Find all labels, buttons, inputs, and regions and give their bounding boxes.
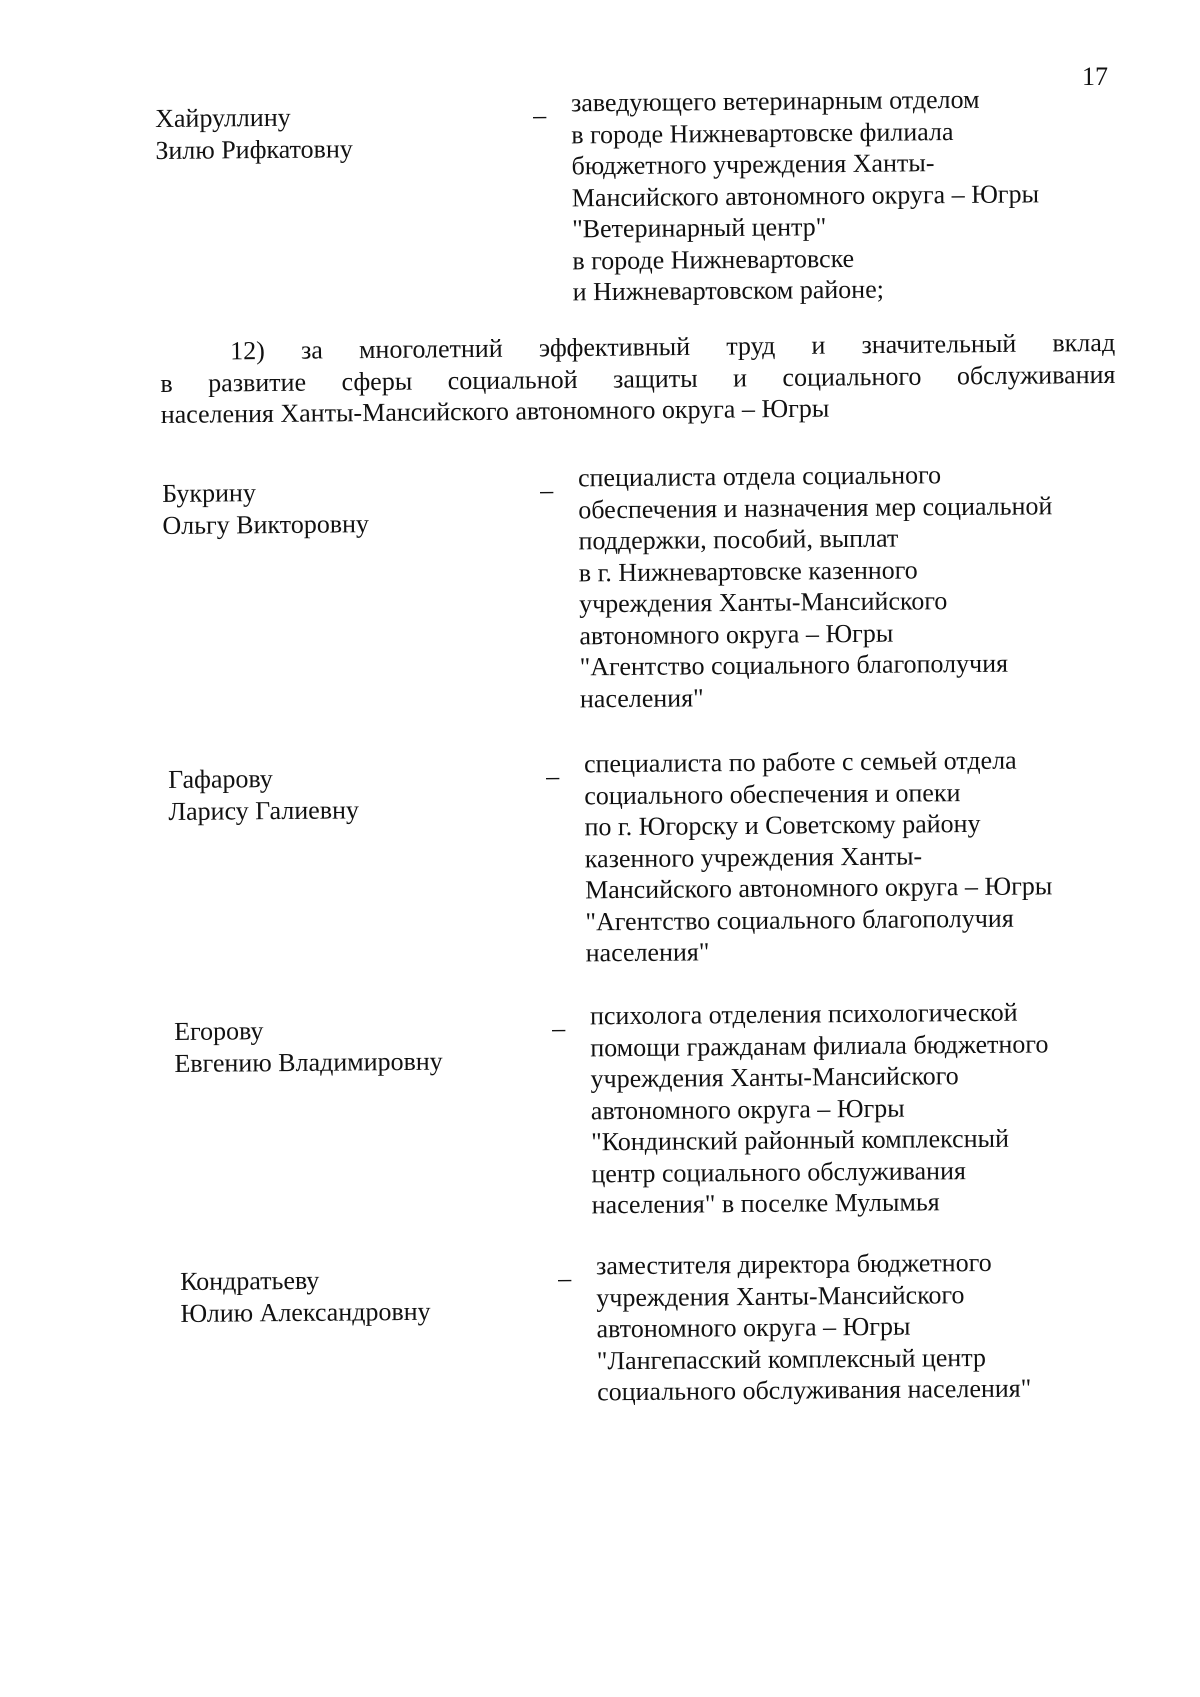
description-line: заместителя директора бюджетного: [595, 1247, 992, 1281]
position-description: [571, 82, 1133, 307]
position-description: [596, 1245, 1157, 1407]
description-line: бюджетного учреждения Ханты-: [571, 148, 935, 181]
description-line: "Ветеринарный центр": [571, 212, 827, 244]
person-given-name: Евгению Владимировну: [174, 1046, 443, 1078]
description-line: Мансийского автономного округа – Югры: [584, 871, 1053, 905]
paragraph-line: населения Ханты-Мансийского автономного округа – Югры: [160, 393, 830, 429]
description-line: социального обеспечения и опеки: [584, 777, 961, 810]
dash-separator: –: [532, 100, 547, 130]
description-line: помощи гражданам филиала бюджетного: [590, 1028, 1049, 1062]
dash-separator: –: [551, 1013, 566, 1043]
description-line: психолога отделения психологической: [589, 997, 1018, 1031]
description-line: и Нижневартовском районе;: [572, 274, 885, 307]
person-given-name: Ольгу Викторовну: [162, 508, 370, 540]
paragraph-line: в развитие сферы социальной защиты и социального обслуживания: [160, 359, 1116, 398]
person-name: [162, 475, 493, 541]
person-surname: Кондратьеву: [180, 1265, 320, 1296]
person-given-name: Зилю Рифкатовну: [155, 133, 353, 165]
person-name: [174, 1013, 505, 1079]
person-given-name: Ларису Галиевну: [168, 794, 360, 826]
description-line: "Агентство социального благополучия: [585, 903, 1014, 936]
person-name: [180, 1263, 511, 1329]
description-line: населения": [579, 682, 704, 713]
person-surname: Егорову: [174, 1016, 264, 1046]
paragraph-line: 12) за многолетний эффективный труд и значительный вклад: [230, 327, 1116, 366]
description-line: учреждения Ханты-Мансийского: [578, 586, 948, 619]
person-surname: Букрину: [162, 478, 257, 508]
description-line: заведующего ветеринарным отделом: [570, 84, 980, 118]
dash-separator: –: [545, 761, 560, 791]
description-line: в городе Нижневартовске филиала: [571, 116, 954, 149]
person-surname: Хайруллину: [155, 102, 291, 133]
section-paragraph: [160, 327, 1116, 431]
description-line: Мансийского автономного округа – Югры: [571, 178, 1040, 212]
dash-separator: –: [557, 1263, 572, 1293]
page-number: 17: [1082, 62, 1108, 91]
person-name: [168, 761, 499, 827]
description-line: казенного учреждения Ханты-: [584, 840, 923, 873]
description-line: "Кондинский районный комплексный: [590, 1123, 1010, 1157]
description-line: специалиста отдела социального: [577, 460, 942, 493]
description-line: центр социального обслуживания: [591, 1155, 967, 1188]
description-line: "Лангепасский комплексный центр: [596, 1342, 987, 1375]
description-line: населения": [585, 937, 710, 968]
position-description: [584, 743, 1146, 968]
description-line: в г. Нижневартовске казенного: [578, 554, 918, 587]
description-line: в городе Нижневартовске: [572, 243, 855, 275]
description-line: социального обслуживания населения": [596, 1373, 1032, 1407]
person-surname: Гафарову: [168, 764, 273, 794]
position-description: [590, 995, 1152, 1220]
description-line: учреждения Ханты-Мансийского: [590, 1061, 959, 1094]
description-line: автономного округа – Югры: [590, 1093, 905, 1125]
person-name: [155, 100, 486, 166]
person-given-name: Юлию Александровну: [180, 1296, 431, 1328]
description-line: по г. Югорску и Советскому району: [584, 808, 981, 842]
description-line: учреждения Ханты-Мансийского: [596, 1279, 965, 1312]
description-line: поддержки, пособий, выплат: [578, 523, 899, 556]
description-line: обеспечения и назначения мер социальной: [578, 490, 1053, 524]
dash-separator: –: [539, 475, 554, 505]
description-line: населения" в поселке Мулымья: [591, 1187, 940, 1220]
description-line: автономного округа – Югры: [596, 1311, 911, 1344]
description-line: автономного округа – Югры: [579, 618, 894, 650]
position-description: [578, 457, 1140, 714]
description-line: специалиста по работе с семьей отдела: [583, 745, 1017, 779]
description-line: "Агентство социального благополучия: [579, 648, 1009, 682]
